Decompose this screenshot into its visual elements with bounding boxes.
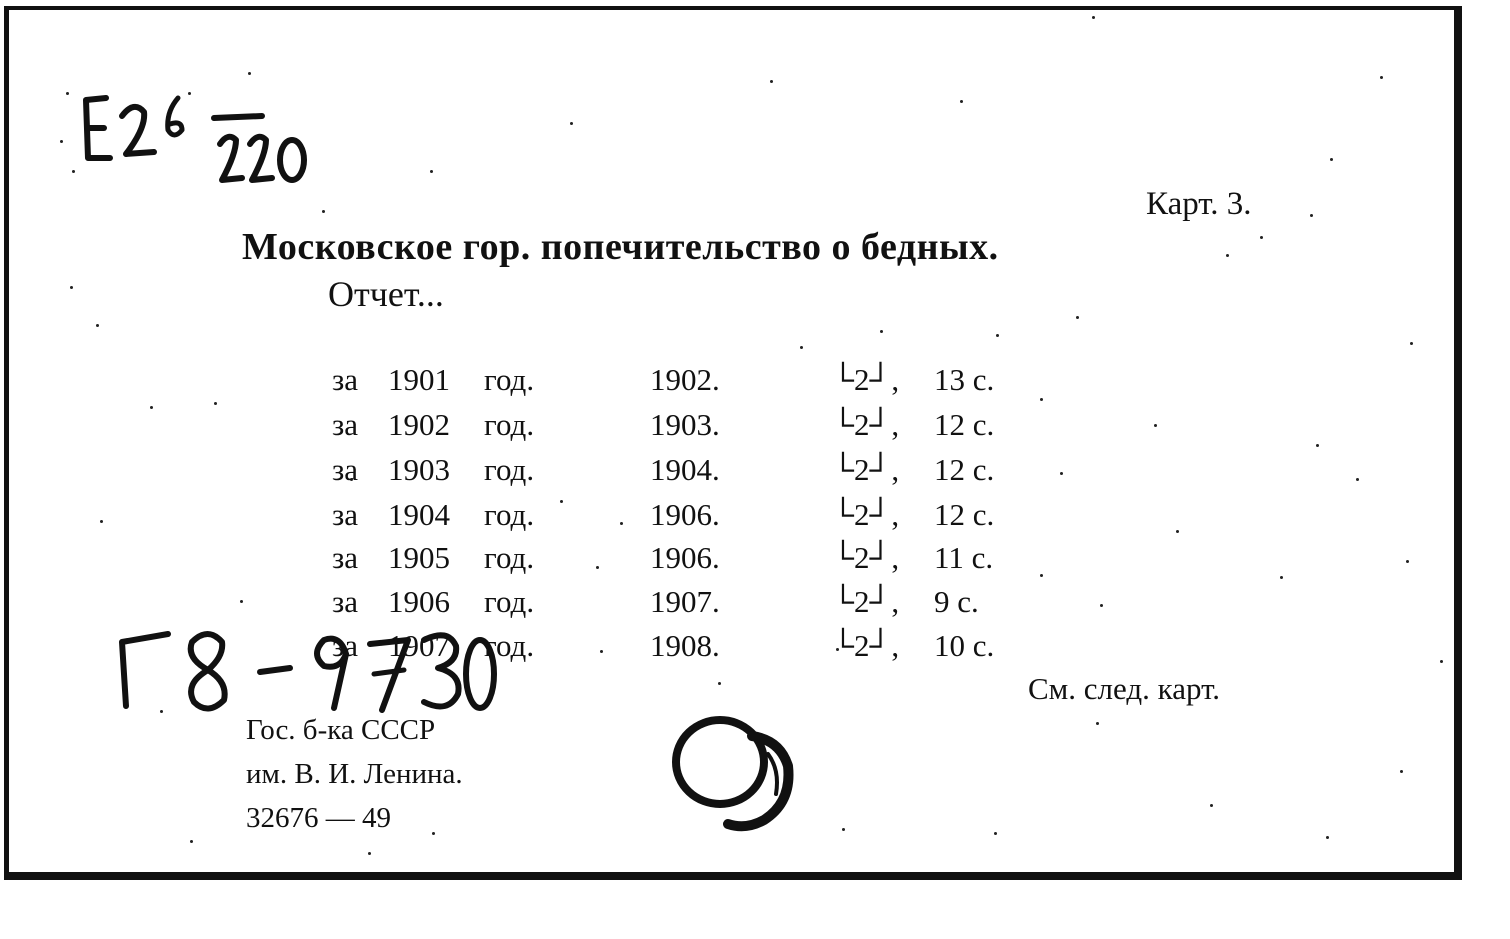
footer-library-name: им. В. И. Ленина. xyxy=(246,758,463,790)
entry-published: 1906. xyxy=(650,497,720,532)
entry-pages: 11 с. xyxy=(934,540,994,575)
entry-prefix: за xyxy=(332,497,359,532)
entry-volume: └2┘, xyxy=(832,362,900,397)
punch-hole-icon xyxy=(668,710,818,840)
entry-year: 1907 xyxy=(388,628,450,663)
entry-volume: └2┘, xyxy=(832,628,900,663)
entry-prefix: за xyxy=(332,407,359,442)
entry-volume: └2┘, xyxy=(832,452,900,487)
entry-volume: └2┘, xyxy=(832,540,900,575)
card-subtitle: Отчет... xyxy=(328,274,444,314)
entry-word: год. xyxy=(484,540,535,575)
entry-pages: 12 с. xyxy=(934,497,995,532)
entry-pages: 12 с. xyxy=(934,407,995,442)
entry-published: 1908. xyxy=(650,628,720,663)
entry-volume: └2┘, xyxy=(832,407,900,442)
entry-pages: 12 с. xyxy=(934,452,995,487)
entry-year: 1901 xyxy=(388,362,450,397)
shelfmark-top-handwritten xyxy=(74,88,324,198)
entry-word: год. xyxy=(484,362,535,397)
entry-year: 1902 xyxy=(388,407,450,442)
entry-year: 1903 xyxy=(388,452,450,487)
footer-library: Гос. б-ка СССР xyxy=(246,714,436,746)
entry-volume: └2┘, xyxy=(832,584,900,619)
entry-prefix: за xyxy=(332,628,359,663)
entry-word: год. xyxy=(484,407,535,442)
entry-word: год. xyxy=(484,628,535,663)
entry-year: 1906 xyxy=(388,584,450,619)
card-number: Карт. 3. xyxy=(1146,186,1252,222)
entry-published: 1903. xyxy=(650,407,720,442)
entry-published: 1902. xyxy=(650,362,720,397)
card-title: Московское гор. попечительство о бедных. xyxy=(242,226,999,268)
entry-year: 1905 xyxy=(388,540,450,575)
entry-pages: 10 с. xyxy=(934,628,995,663)
entry-year: 1904 xyxy=(388,497,450,532)
entry-published: 1904. xyxy=(650,452,720,487)
entry-word: год. xyxy=(484,452,535,487)
entry-word: год. xyxy=(484,497,535,532)
entry-prefix: за xyxy=(332,452,359,487)
entry-word: год. xyxy=(484,584,535,619)
entry-prefix: за xyxy=(332,584,359,619)
entry-published: 1906. xyxy=(650,540,720,575)
entry-pages: 13 с. xyxy=(934,362,995,397)
entry-prefix: за xyxy=(332,540,359,575)
footer-order-number: 32676 — 49 xyxy=(246,802,391,834)
entry-pages: 9 с. xyxy=(934,584,979,619)
see-next-card: См. след. карт. xyxy=(1028,671,1221,706)
entry-volume: └2┘, xyxy=(832,497,900,532)
entry-prefix: за xyxy=(332,362,359,397)
entry-published: 1907. xyxy=(650,584,720,619)
